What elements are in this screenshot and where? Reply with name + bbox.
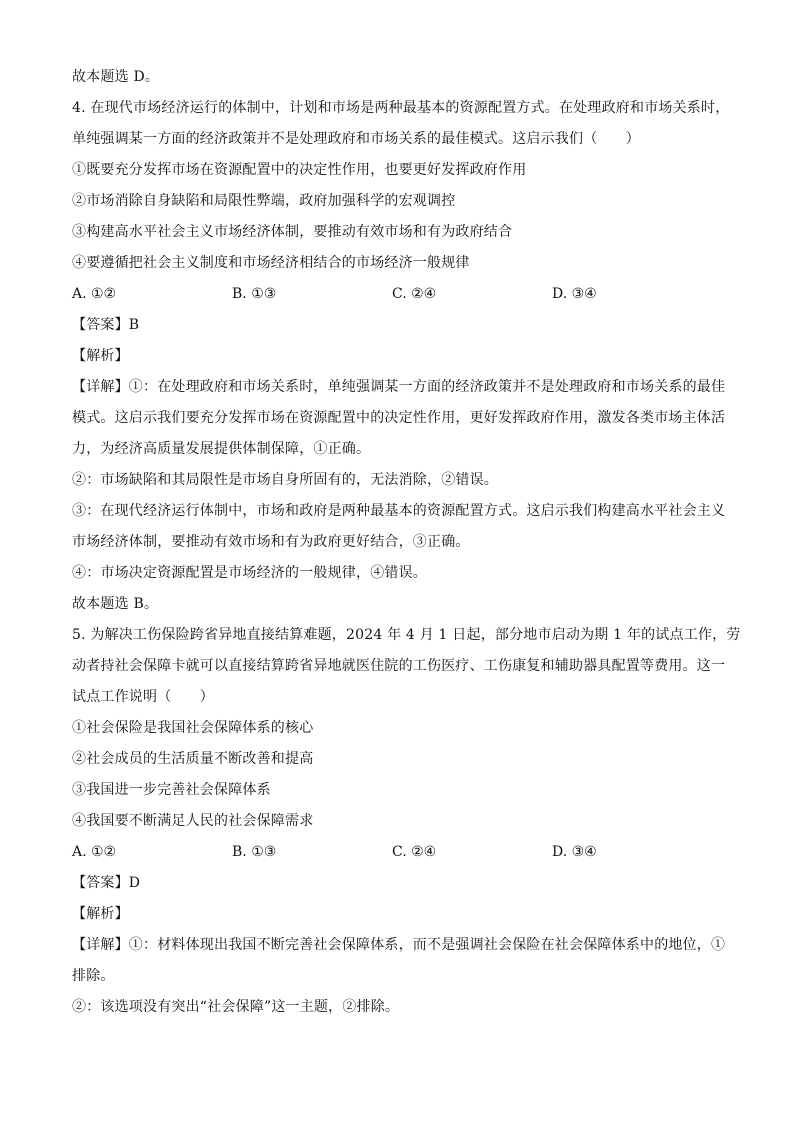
q4-choices xyxy=(72,279,722,310)
q4-choice-d: D. ③④ xyxy=(552,286,597,302)
q4-detail-line-5: ③：在现代经济运行体制中，市场和政府是两种最基本的资源配置方式。这启示我们构建高水平社会主义 xyxy=(72,503,726,519)
q4-detail-line-3: 力，为经济高质量发展提供体制保障，①正确。 xyxy=(72,441,371,457)
q5-stem-line-1: 5. 为解决工伤保险跨省异地直接结算难题，2024 年 4 月 1 日起，部分地市启动为期 1 年的试点工作，劳 xyxy=(72,627,741,643)
q4-statement-4: ④要遵循把社会主义制度和市场经济相结合的市场经济一般规律 xyxy=(72,255,470,271)
q5-stem-line-2: 动者持社会保障卡就可以直接结算跨省异地就医住院的工伤医疗、工伤康复和辅助器具配置等费用。这一 xyxy=(72,658,726,674)
q5-choice-a: A. ①② xyxy=(72,844,117,860)
q4-conclusion: 故本题选 B。 xyxy=(72,596,159,612)
q4-statement-2: ②市场消除自身缺陷和局限性弊端，政府加强科学的宏观调控 xyxy=(72,193,456,209)
q5-statement-2: ②社会成员的生活质量不断改善和提高 xyxy=(72,751,314,767)
q5-detail-line-2: 排除。 xyxy=(72,968,115,984)
q4-analysis-heading: 【解析】 xyxy=(72,348,129,364)
q4-statement-3: ③构建高水平社会主义市场经济体制，要推动有效市场和有为政府结合 xyxy=(72,224,513,240)
q5-statement-1: ①社会保险是我国社会保障体系的核心 xyxy=(72,720,314,736)
q5-choice-d: D. ③④ xyxy=(552,844,597,860)
q4-stem-line-2: 单纯强调某一方面的经济政策并不是处理政府和市场关系的最佳模式。这启示我们（ ） xyxy=(72,131,640,147)
document-page xyxy=(72,62,741,1023)
q5-stem-line-3: 试点工作说明（ ） xyxy=(72,689,214,705)
q4-stem-line-1: 4. 在现代市场经济运行的体制中，计划和市场是两种最基本的资源配置方式。在处理政府和市场关系时， xyxy=(72,100,730,116)
q4-choice-b: B. ①③ xyxy=(232,286,277,302)
q5-choices xyxy=(72,837,722,868)
q4-detail-line-4: ②：市场缺陷和其局限性是市场自身所固有的，无法消除，②错误。 xyxy=(72,472,498,488)
q4-statement-1: ①既要充分发挥市场在资源配置中的决定性作用，也要更好发挥政府作用 xyxy=(72,162,527,178)
q5-analysis-heading: 【解析】 xyxy=(72,906,129,922)
q5-choice-b: B. ①③ xyxy=(232,844,277,860)
q4-detail-line-1: 【详解】①：在处理政府和市场关系时，单纯强调某一方面的经济政策并不是处理政府和市场关系的最佳 xyxy=(72,379,726,395)
q5-detail-line-1: 【详解】①：材料体现出我国不断完善社会保障体系，而不是强调社会保险在社会保障体系中的地位，① xyxy=(72,937,726,953)
q4-choice-a: A. ①② xyxy=(72,286,117,302)
q5-answer: 【答案】D xyxy=(72,875,141,891)
q5-statement-4: ④我国要不断满足人民的社会保障需求 xyxy=(72,813,314,829)
q5-detail-line-3: ②：该选项没有突出“社会保障”这一主题，②排除。 xyxy=(72,999,400,1015)
q4-detail-line-7: ④：市场决定资源配置是市场经济的一般规律，④错误。 xyxy=(72,565,427,581)
q5-statement-3: ③我国进一步完善社会保障体系 xyxy=(72,782,271,798)
prev-conclusion: 故本题选 D。 xyxy=(72,69,160,85)
q4-choice-c: C. ②④ xyxy=(392,286,437,302)
q5-choice-c: C. ②④ xyxy=(392,844,437,860)
q4-detail-line-2: 模式。这启示我们要充分发挥市场在资源配置中的决定性作用，更好发挥政府作用，激发各类市场主体活 xyxy=(72,410,726,426)
q4-detail-line-6: 市场经济体制，要推动有效市场和有为政府更好结合，③正确。 xyxy=(72,534,470,550)
q4-answer: 【答案】B xyxy=(72,317,140,333)
